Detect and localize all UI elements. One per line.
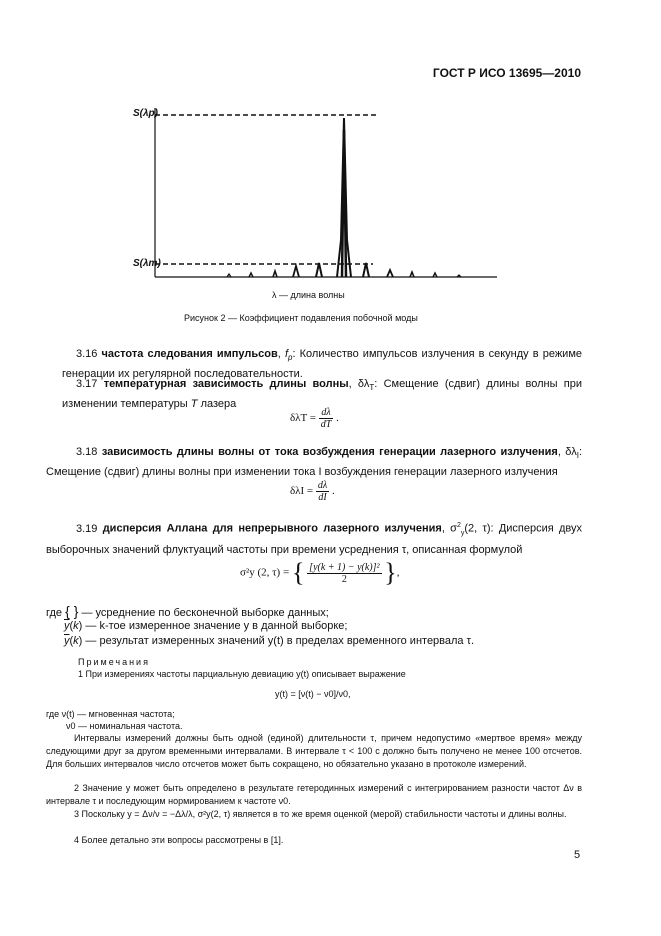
section-3-18: 3.18 зависимость длины волны от тока возбуждения генерации лазерного излучения, $\delta\lambda_I$: Смещение (сдвиг) длины волны при изменении тока I возбуждения генерации лазерного излучения xyxy=(46,446,583,479)
where-line-3: $\overline{y}(k)$ — результат измеренных значений y(t) в пределах временного интервала τ. xyxy=(64,635,475,647)
side-mode-peak xyxy=(293,266,299,277)
note-2: 2 Значение y может быть определено в результате гетеродинных измерений с интегрированием разности частот Δν в интервале τ и последующим нормированием к частоте ν0. xyxy=(46,783,582,806)
formula-3-19: σ²y (2, τ) = { $\frac{\text{[y(k + 1) − y(k)]²}}{2}$ }, xyxy=(240,558,400,587)
figure-caption: Рисунок 2 — Коэффициент подавления побочной моды xyxy=(184,313,418,323)
y-label-sidemode: S(λm) xyxy=(133,258,161,269)
section-3-16: 3.16 частота следования импульсов, $f_p$: Количество импульсов излучения в секунду в режиме генерации их регулярной последовательности. xyxy=(62,348,582,381)
note-4: 4 Более детально эти вопросы рассмотрены в [1]. xyxy=(74,835,284,845)
note-1: 1 При измерениях частоты парциальную девиацию y(t) описывает выражение xyxy=(78,669,406,679)
note-where-b: ν0 — номинальная частота. xyxy=(66,721,183,731)
side-mode-peak xyxy=(363,263,369,277)
formula-3-17: δλT = $\frac{d\lambda}{dT}$ . xyxy=(290,407,339,430)
side-mode-peak xyxy=(273,271,277,277)
side-mode-peak xyxy=(387,270,393,277)
note-where-a: где ν(t) — мгновенная частота; xyxy=(46,709,175,719)
formula-3-18: δλI = $\frac{d\lambda}{dI}$ . xyxy=(290,480,335,503)
page-number: 5 xyxy=(574,849,581,861)
x-axis-label: λ — длина волны xyxy=(272,290,345,300)
where-line-2: $\overline{y}(k)$ — k-тое измеренное значение y в данной выборке; xyxy=(64,620,348,632)
note-intervals: Интервалы измерений должны быть одной (единой) длительности τ, причем недопустимо «мертвое время» между следующими друг за другом временными интервалами. В интервале τ < 100 с должно быть получено не менее 100 отсчетов. Для больших интервалов число отсчетов может быть сокращено, но обязательно указано в протоколе измерений. xyxy=(46,733,582,769)
note-3: 3 Поскольку y = Δν/ν = −Δλ/λ, σ²y(2, τ) является в то же время оценкой (мерой) стабильности частоты и длины волны. xyxy=(74,809,567,819)
section-3-19: 3.19 дисперсия Аллана для непрерывного лазерного излучения, $\sigma^2_y(2$, τ): Дисперсия двух выборочных значений флуктуаций частоты при времени усреднения τ, описанная формулой xyxy=(46,522,583,556)
note-1-formula: y(t) = [ν(t) − ν0]/ν0, xyxy=(275,689,351,699)
side-mode-peak xyxy=(316,263,322,277)
figure-spectrum xyxy=(125,100,505,285)
y-label-peak: S(λp) xyxy=(133,108,158,119)
section-3-17: 3.17 температурная зависимость длины волны, $\delta\lambda_T$: Смещение (сдвиг) длины волны при изменении температуры T лазера xyxy=(62,378,583,411)
where-line-1: где { } — усреднение по бесконечной выборке данных; xyxy=(46,603,329,619)
standard-header: ГОСТ Р ИСО 13695—2010 xyxy=(432,66,581,80)
notes-title: Примечания xyxy=(78,657,150,667)
side-mode-peak xyxy=(410,272,414,277)
